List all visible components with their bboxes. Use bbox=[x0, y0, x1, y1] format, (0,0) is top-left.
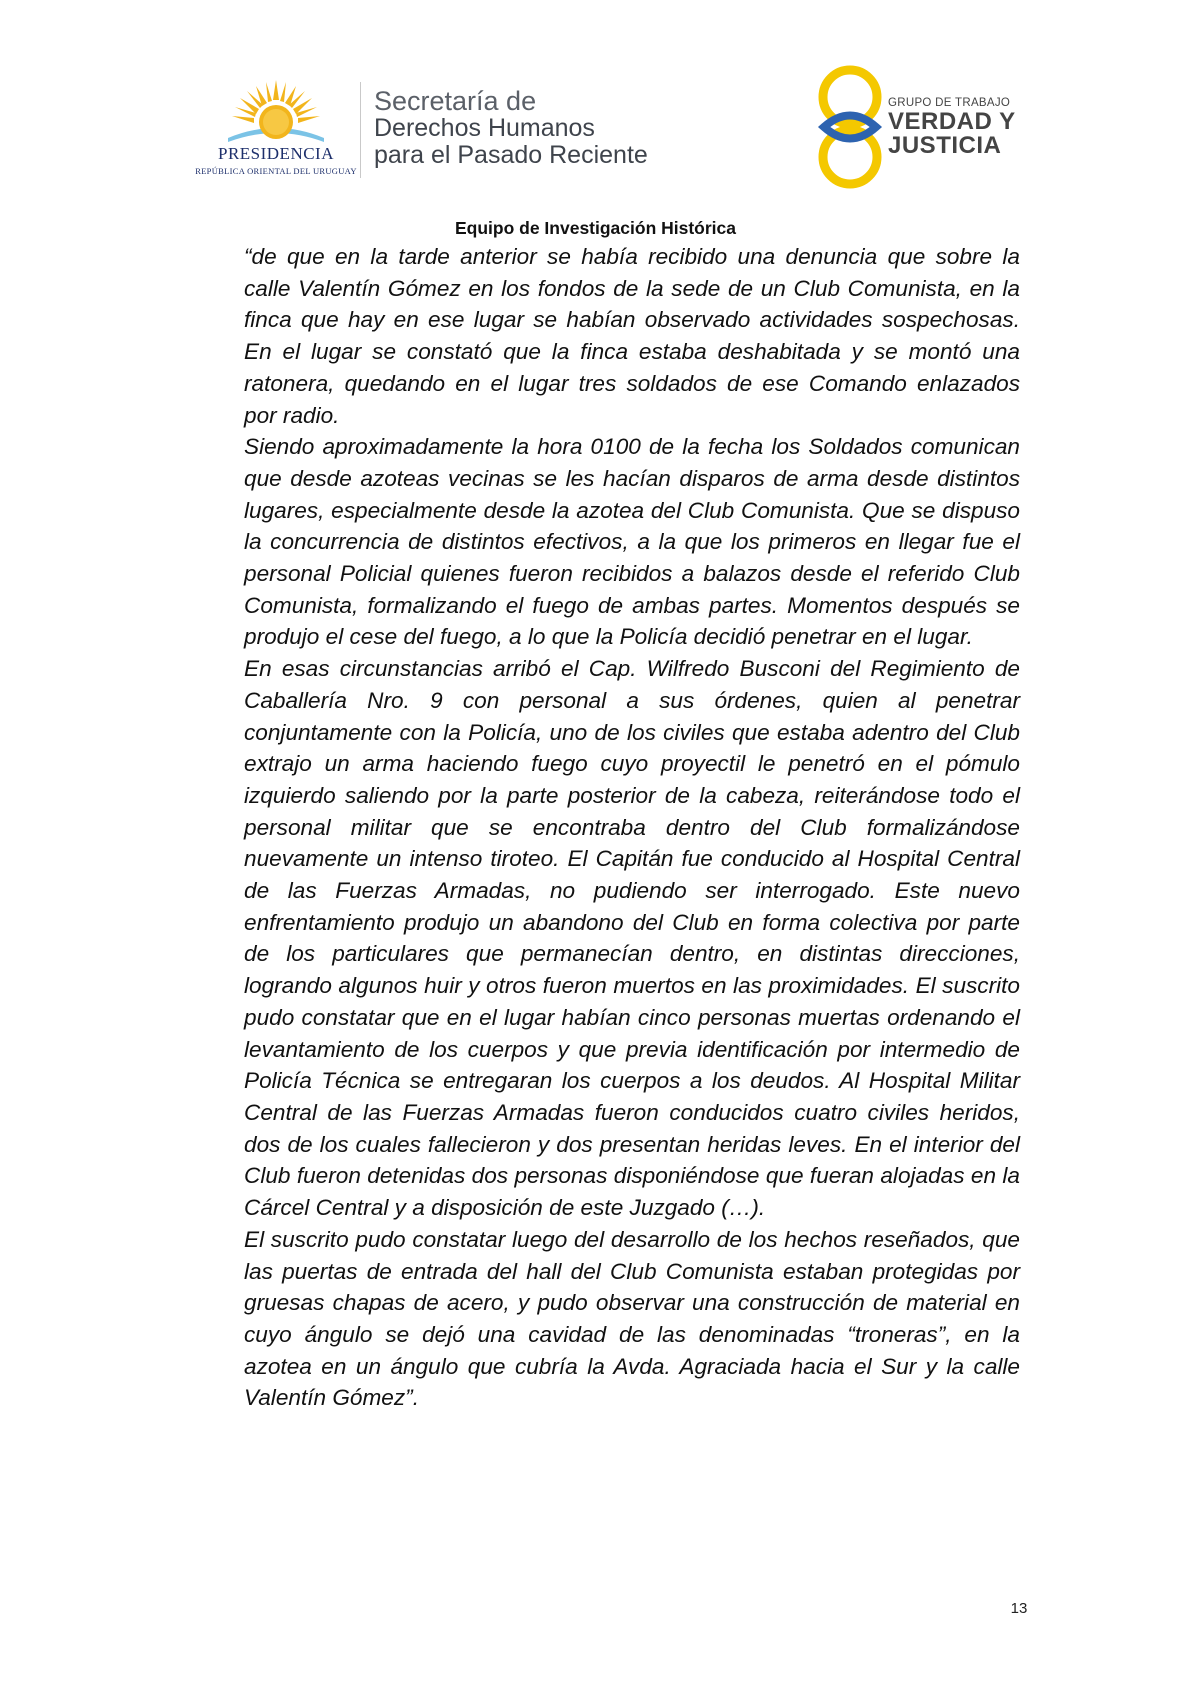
interlocked-rings-icon bbox=[810, 64, 890, 190]
secretaria-title bbox=[374, 88, 714, 169]
presidencia-logo bbox=[196, 78, 356, 188]
presidencia-subtitle: REPÚBLICA ORIENTAL DEL URUGUAY bbox=[195, 166, 357, 176]
sun-icon bbox=[226, 78, 326, 144]
grupo-trabajo-logo-text bbox=[888, 96, 1058, 158]
paragraph: “de que en la tarde anterior se había recibido una denuncia que sobre la calle Valentín Gómez en los fondos de la sede de un Club Comunista, en la finca que hay en ese lugar se habían observado actividades sospechosas. En el lugar se constató que la finca estaba deshabitada y se montó una ratonera, quedando en el lugar tres soldados de ese Comando enlazados por radio. bbox=[244, 244, 1020, 428]
page-number: 13 bbox=[1010, 1600, 1028, 1617]
grupo-trabajo-line-3: JUSTICIA bbox=[888, 132, 1002, 159]
secretaria-line-3: para el Pasado Reciente bbox=[374, 141, 648, 169]
header-divider bbox=[360, 82, 361, 178]
paragraph: En esas circunstancias arribó el Cap. Wilfredo Busconi del Regimiento de Caballería Nro. 9 con personal a sus órdenes, quien al penetrar conjuntamente con la Policía, uno de los civiles que estaba adentro del Club extrajo un arma haciendo fuego cuyo proyectil le penetró en el pómulo izquierdo saliendo por la parte posterior de la cabeza, reiterándose todo el personal militar que se encontraba dentro del Club formalizándose nuevamente un intenso tiroteo. El Capitán fue conducido al Hospital Central de las Fuerzas Armadas, no pudiendo ser interrogado. Este nuevo enfrentamiento produjo un abandono del Club en forma colectiva por parte de los particulares que permanecían dentro, en distintas direcciones, logrando algunos huir y otros fueron muertos en las proximidades. El suscrito pudo constatar que en el lugar habían cinco personas muertas ordenando el levantamiento de los cuerpos y que previa identificación por intermedio de Policía Técnica se entregaran los cuerpos a los deudos. Al Hospital Militar Central de las Fuerzas Armadas fueron conducidos cuatro civiles heridos, dos de los cuales fallecieron y dos presentan heridas leves. En el interior del Club fueron detenidas dos personas disponiéndose que fueran alojadas en la Cárcel Central y a disposición de este Juzgado (…). bbox=[244, 656, 1020, 1221]
page-header bbox=[0, 0, 1191, 238]
presidencia-name: PRESIDENCIA bbox=[217, 144, 334, 163]
grupo-trabajo-line-1: GRUPO DE TRABAJO bbox=[888, 97, 1011, 109]
document-body bbox=[244, 241, 1020, 1414]
secretaria-line-2: Derechos Humanos bbox=[374, 114, 595, 142]
paragraph: El suscrito pudo constatar luego del desarrollo de los hechos reseñados, que las puertas de entrada del hall del Club Comunista estaban protegidas por gruesas chapas de acero, y pudo observar una construcción de material en cuyo ángulo se dejó una cavidad de las denominadas “troneras”, en la azotea en un ángulo que cubría la Avda. Agraciada hacia el Sur y la calle Valentín Gómez”. bbox=[244, 1226, 1020, 1411]
grupo-trabajo-line-2: VERDAD Y bbox=[888, 108, 1016, 135]
team-title: Equipo de Investigación Histórica bbox=[454, 218, 737, 238]
secretaria-line-1: Secretaría de bbox=[374, 86, 537, 116]
paragraph: Siendo aproximadamente la hora 0100 de la fecha los Soldados comunican que desde azoteas vecinas se les hacían disparos de arma desde distintos lugares, especialmente desde la azotea del Club Comunista. Que se dispuso la concurrencia de distintos efectivos, a la que los primeros en llegar fue el personal Policial quienes fueron recibidos a balazos desde el referido Club Comunista, formalizando el fuego de ambas partes. Momentos después se produjo el cese del fuego, a lo que la Policía decidió penetrar en el lugar. bbox=[244, 434, 1020, 650]
